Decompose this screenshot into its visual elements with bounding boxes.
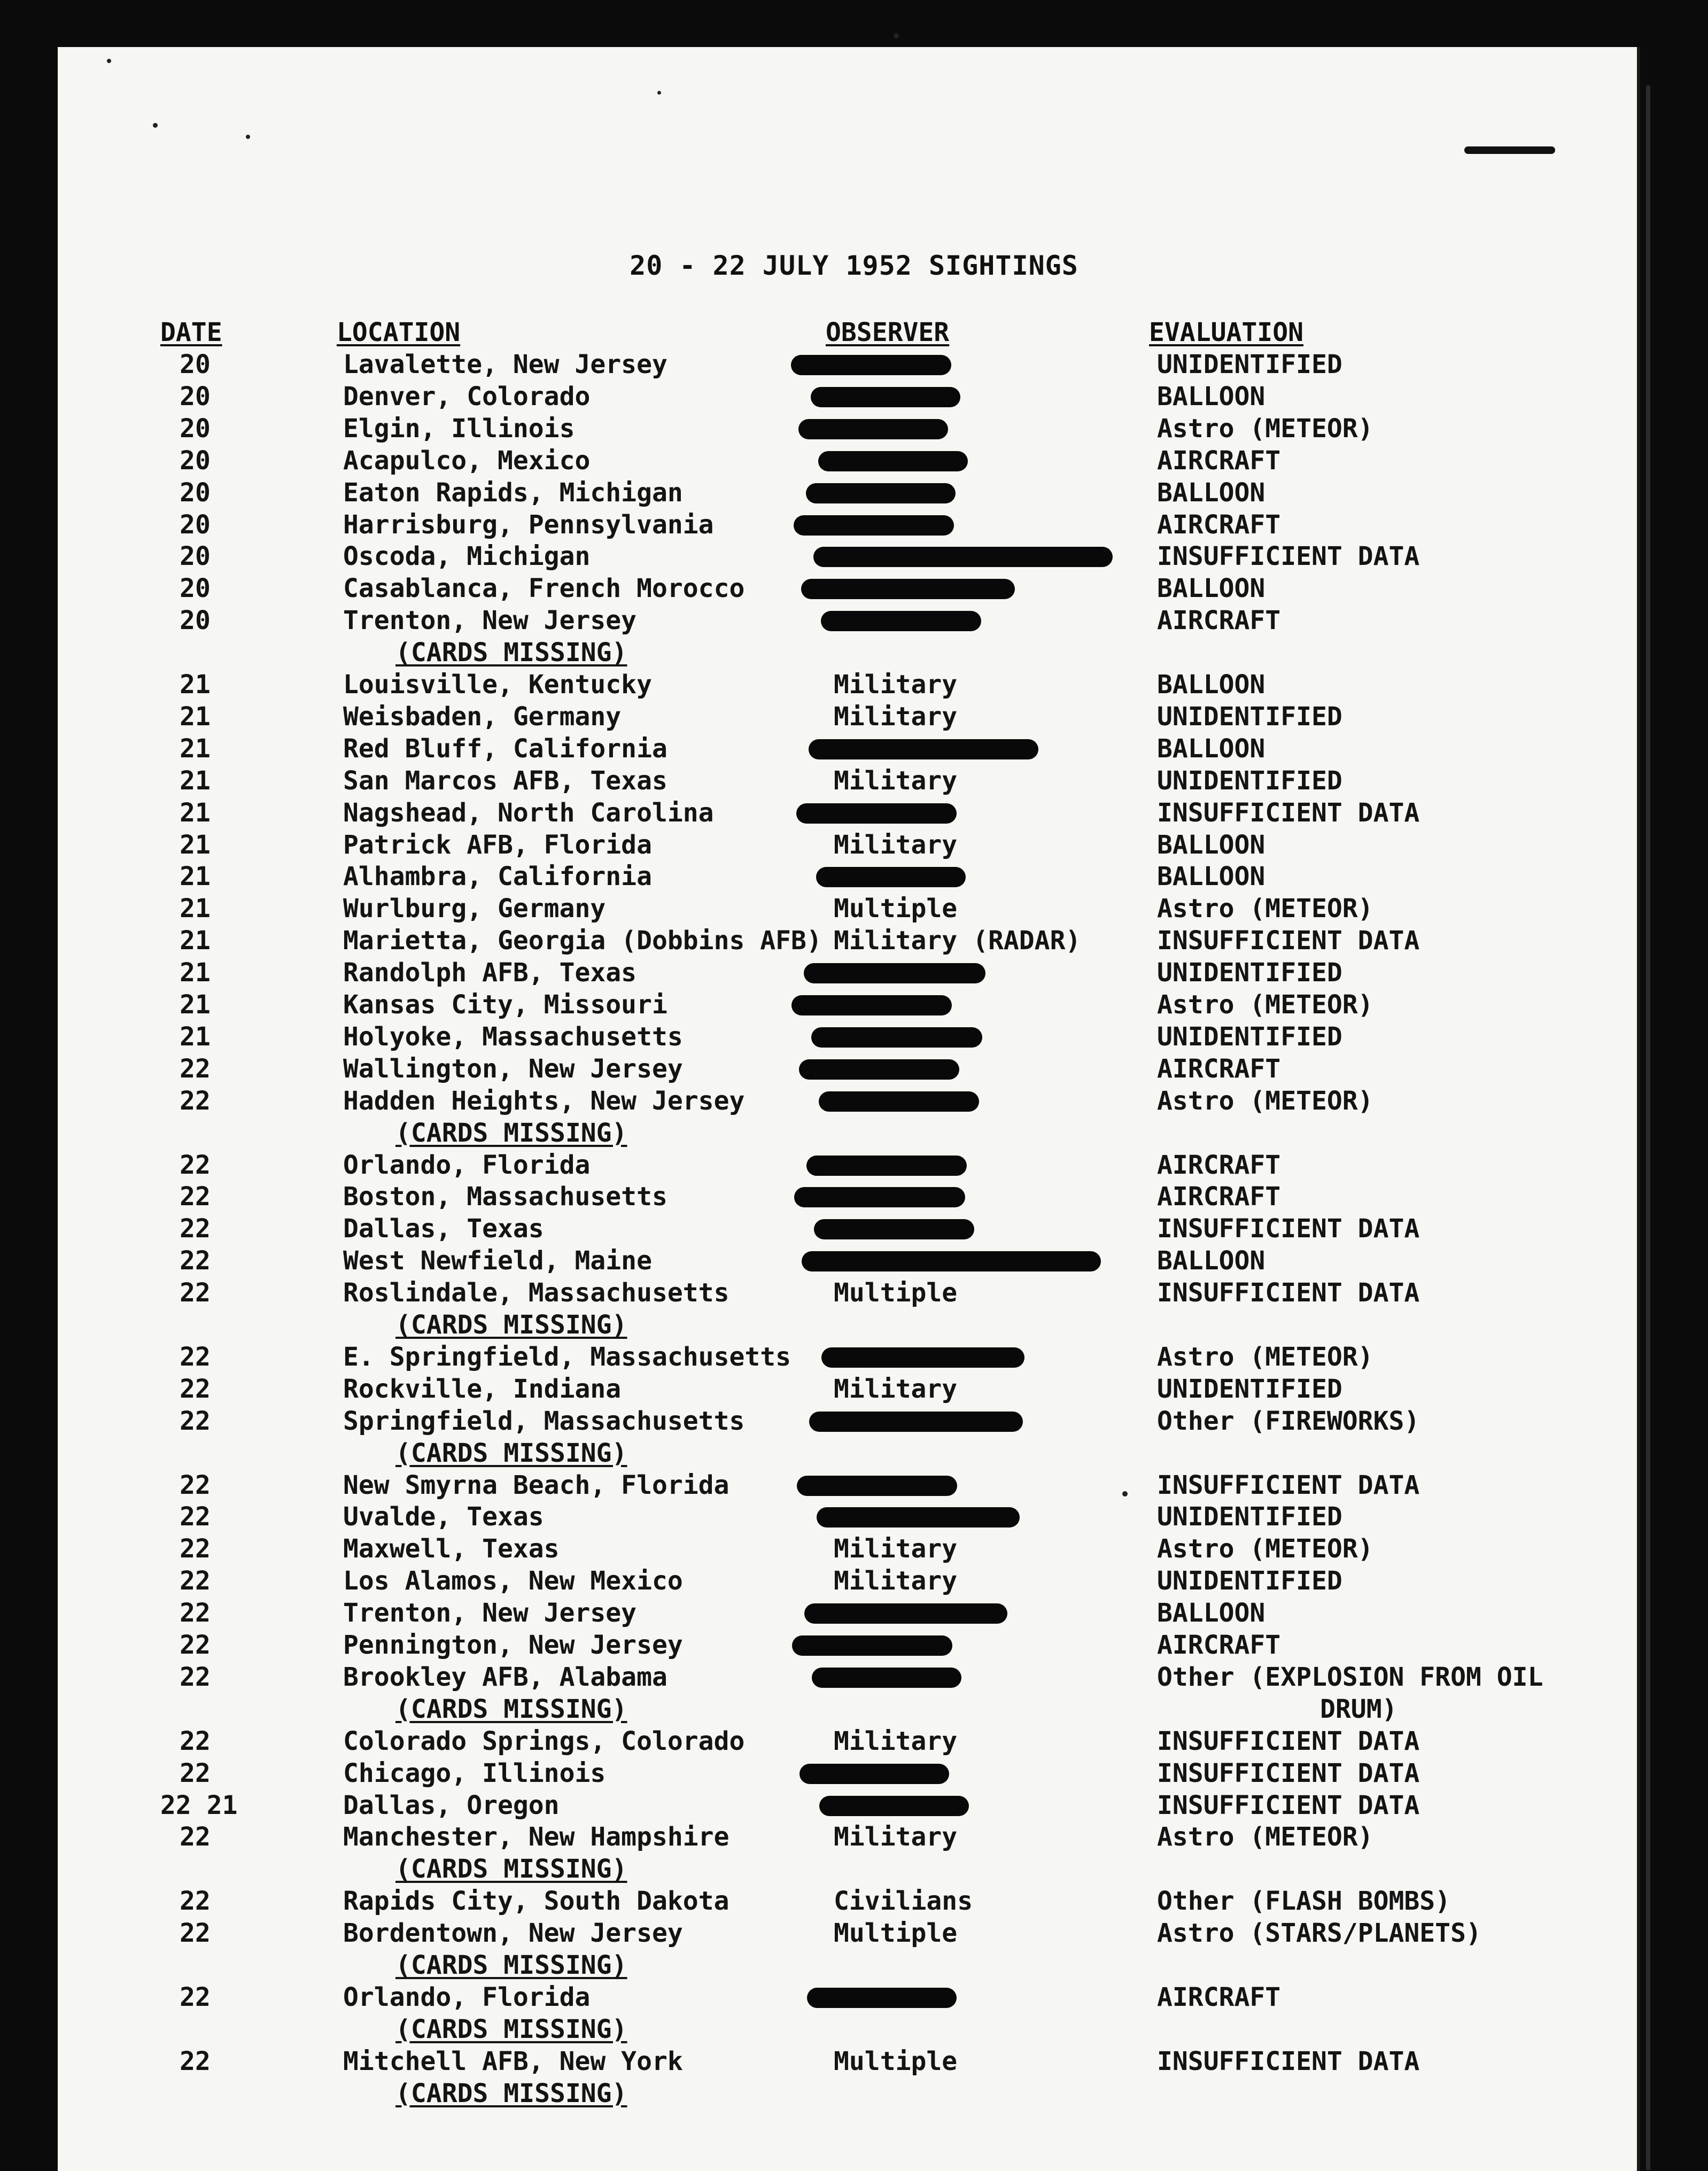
row-date: 21 xyxy=(180,926,211,956)
row-date: 22 xyxy=(180,1053,211,1084)
row-evaluation: INSUFFICIENT DATA xyxy=(1157,926,1420,956)
row-location: Alhambra, California xyxy=(343,862,652,892)
table-row xyxy=(0,1885,1708,1917)
speck xyxy=(657,91,661,95)
row-observer: Military xyxy=(834,1822,958,1852)
document-title: 20 - 22 JULY 1952 SIGHTINGS xyxy=(630,250,1078,281)
row-date: 22 xyxy=(180,1342,211,1372)
row-location: Dallas, Texas xyxy=(343,1214,544,1244)
table-row xyxy=(0,1405,1708,1437)
row-location: Nagshead, North Carolina xyxy=(343,797,714,828)
redaction-bar xyxy=(819,1796,969,1816)
row-date: 20 xyxy=(180,509,211,540)
redaction-bar xyxy=(817,1507,1020,1528)
table-row xyxy=(0,540,1708,572)
redaction-bar xyxy=(804,1603,1007,1624)
speck xyxy=(894,33,899,38)
row-evaluation: INSUFFICIENT DATA xyxy=(1157,541,1420,572)
redaction-bar xyxy=(792,1635,952,1656)
row-date: 20 xyxy=(180,445,211,476)
cards-missing-note xyxy=(0,1693,1708,1725)
redaction-bar xyxy=(799,1764,949,1784)
row-location: Trenton, New Jersey xyxy=(343,606,637,636)
row-observer: Military xyxy=(834,701,958,732)
row-date: 22 xyxy=(180,1982,211,2012)
row-date: 21 xyxy=(180,990,211,1020)
row-evaluation: Astro (METEOR) xyxy=(1157,1534,1373,1564)
row-evaluation: Astro (METEOR) xyxy=(1157,1822,1373,1852)
pen-mark xyxy=(1464,146,1555,154)
redaction-bar xyxy=(816,867,966,887)
table-row xyxy=(0,1085,1708,1117)
row-observer: Military xyxy=(834,765,958,796)
table-row xyxy=(0,509,1708,541)
row-evaluation: UNIDENTIFIED xyxy=(1157,765,1342,796)
row-observer: Military xyxy=(834,670,958,700)
row-location: Acapulco, Mexico xyxy=(343,445,591,476)
row-date: 22 xyxy=(180,1598,211,1629)
cards-missing-note xyxy=(0,1437,1708,1469)
row-location: Brookley AFB, Alabama xyxy=(343,1662,667,1692)
row-evaluation: Astro (METEOR) xyxy=(1157,1342,1373,1372)
redaction-bar xyxy=(813,547,1113,567)
table-row xyxy=(0,765,1708,797)
row-evaluation: Astro (METEOR) xyxy=(1157,990,1373,1020)
redaction-bar xyxy=(801,579,1015,599)
row-location: New Smyrna Beach, Florida xyxy=(343,1470,729,1500)
row-location: Rockville, Indiana xyxy=(343,1374,622,1404)
row-location: Bordentown, New Jersey xyxy=(343,1918,683,1949)
row-location: Denver, Colorado xyxy=(343,381,591,412)
row-date: 21 xyxy=(180,701,211,732)
note-text: (CARDS MISSING) xyxy=(395,638,627,668)
table-row xyxy=(0,797,1708,829)
table-row xyxy=(0,477,1708,509)
row-evaluation: Astro (METEOR) xyxy=(1157,894,1373,924)
row-location: Patrick AFB, Florida xyxy=(343,829,652,860)
redaction-bar xyxy=(821,1347,1024,1368)
row-location: Pennington, New Jersey xyxy=(343,1630,683,1660)
row-location: Mitchell AFB, New York xyxy=(343,2046,683,2076)
row-location: Uvalde, Texas xyxy=(343,1502,544,1532)
row-location: Kansas City, Missouri xyxy=(343,990,667,1020)
row-date: 21 xyxy=(180,670,211,700)
redaction-bar xyxy=(794,1187,965,1207)
row-location: Dallas, Oregon xyxy=(343,1790,560,1820)
row-date: 22 xyxy=(180,1726,211,1756)
cards-missing-note xyxy=(0,1853,1708,1885)
table-row xyxy=(0,1245,1708,1277)
table-row xyxy=(0,989,1708,1021)
redaction-bar xyxy=(798,419,948,439)
table-row xyxy=(0,2045,1708,2077)
table-row xyxy=(0,1213,1708,1245)
row-date: 22 xyxy=(180,1566,211,1596)
table-row xyxy=(0,1661,1708,1693)
table-row xyxy=(0,701,1708,733)
table-row xyxy=(0,1629,1708,1661)
redaction-bar xyxy=(818,451,968,471)
row-evaluation: INSUFFICIENT DATA xyxy=(1157,2046,1420,2076)
note-text: (CARDS MISSING) xyxy=(395,1950,627,1980)
row-date: 22 xyxy=(180,1406,211,1436)
row-evaluation: Other (FIREWORKS) xyxy=(1157,1406,1420,1436)
row-evaluation: BALLOON xyxy=(1157,573,1266,604)
redaction-bar xyxy=(791,355,951,375)
row-date: 20 xyxy=(180,606,211,636)
header-date: DATE xyxy=(160,317,222,347)
row-evaluation: UNIDENTIFIED xyxy=(1157,1374,1342,1404)
row-evaluation: INSUFFICIENT DATA xyxy=(1157,1278,1420,1308)
header-observer: OBSERVER xyxy=(826,317,950,347)
row-date: 22 xyxy=(180,1214,211,1244)
row-evaluation: AIRCRAFT xyxy=(1157,509,1281,540)
table-row xyxy=(0,445,1708,477)
row-evaluation: BALLOON xyxy=(1157,670,1266,700)
speck xyxy=(246,135,250,139)
table-row xyxy=(0,1373,1708,1405)
redaction-bar xyxy=(794,515,954,536)
row-date: 20 xyxy=(180,541,211,572)
row-date: 21 xyxy=(180,894,211,924)
row-observer: Military xyxy=(834,1726,958,1756)
row-location: Wurlburg, Germany xyxy=(343,894,606,924)
table-row xyxy=(0,348,1708,381)
row-date: 21 xyxy=(180,797,211,828)
table-row xyxy=(0,1277,1708,1309)
row-location: Elgin, Illinois xyxy=(343,413,575,444)
row-date: 22 xyxy=(180,1470,211,1500)
row-evaluation: BALLOON xyxy=(1157,1598,1266,1629)
redaction-bar xyxy=(811,1027,982,1048)
row-location: Marietta, Georgia (Dobbins AFB) xyxy=(343,926,822,956)
cards-missing-note xyxy=(0,1117,1708,1149)
row-date: 22 xyxy=(180,1630,211,1660)
row-evaluation: Astro (METEOR) xyxy=(1157,1086,1373,1116)
row-evaluation: Other (FLASH BOMBS) xyxy=(1157,1886,1451,1917)
row-location: San Marcos AFB, Texas xyxy=(343,765,667,796)
row-evaluation: UNIDENTIFIED xyxy=(1157,350,1342,379)
row-location: Harrisburg, Pennsylvania xyxy=(343,509,714,540)
row-date: 21 xyxy=(180,958,211,988)
row-date: 21 xyxy=(180,829,211,860)
table-row xyxy=(0,829,1708,861)
row-date: 20 xyxy=(180,573,211,604)
row-location: Lavalette, New Jersey xyxy=(343,350,667,379)
row-location: Orlando, Florida xyxy=(343,1150,591,1180)
table-row xyxy=(0,1341,1708,1373)
redaction-bar xyxy=(807,1988,957,2008)
row-location: Colorado Springs, Colorado xyxy=(343,1726,745,1756)
row-observer: Multiple xyxy=(834,1278,958,1308)
table-row xyxy=(0,733,1708,765)
table-row xyxy=(0,669,1708,701)
row-observer: Military xyxy=(834,1534,958,1564)
table-row xyxy=(0,1757,1708,1789)
row-evaluation-continued: DRUM) xyxy=(1320,1694,1398,1724)
table-row xyxy=(0,1021,1708,1053)
table-row xyxy=(0,381,1708,413)
table-row xyxy=(0,1469,1708,1501)
cards-missing-note xyxy=(0,2077,1708,2110)
row-date: 20 xyxy=(180,413,211,444)
note-text: (CARDS MISSING) xyxy=(395,1118,627,1148)
table-row xyxy=(0,893,1708,925)
table-row xyxy=(0,1981,1708,2013)
row-location: West Newfield, Maine xyxy=(343,1246,652,1276)
row-location: Trenton, New Jersey xyxy=(343,1598,637,1629)
row-location: Red Bluff, California xyxy=(343,733,667,764)
row-observer: Military xyxy=(834,1566,958,1596)
redaction-bar xyxy=(804,963,985,983)
redaction-bar xyxy=(806,483,956,503)
row-location: Los Alamos, New Mexico xyxy=(343,1566,683,1596)
row-evaluation: AIRCRAFT xyxy=(1157,1182,1281,1212)
row-location: Orlando, Florida xyxy=(343,1982,591,2012)
row-observer: Multiple xyxy=(834,1918,958,1949)
row-date: 22 xyxy=(180,1886,211,1917)
row-evaluation: BALLOON xyxy=(1157,862,1266,892)
table-row xyxy=(0,957,1708,989)
row-location: Manchester, New Hampshire xyxy=(343,1822,729,1852)
row-evaluation: Astro (METEOR) xyxy=(1157,413,1373,444)
row-date: 22 xyxy=(180,2046,211,2076)
row-evaluation: AIRCRAFT xyxy=(1157,1053,1281,1084)
row-evaluation: Other (EXPLOSION FROM OIL xyxy=(1157,1662,1543,1692)
redaction-bar xyxy=(799,1059,959,1080)
table-row xyxy=(0,1053,1708,1085)
table-row xyxy=(0,1789,1708,1821)
row-evaluation: INSUFFICIENT DATA xyxy=(1157,1726,1420,1756)
row-date: 21 xyxy=(180,862,211,892)
row-evaluation: AIRCRAFT xyxy=(1157,1630,1281,1660)
redaction-bar xyxy=(796,803,957,824)
row-location: Springfield, Massachusetts xyxy=(343,1406,745,1436)
cards-missing-note xyxy=(0,2013,1708,2045)
table-row xyxy=(0,604,1708,637)
cards-missing-note xyxy=(0,1309,1708,1341)
row-evaluation: UNIDENTIFIED xyxy=(1157,1502,1342,1532)
row-evaluation: AIRCRAFT xyxy=(1157,1150,1281,1180)
row-date: 22 xyxy=(180,1086,211,1116)
row-date: 22 xyxy=(180,1662,211,1692)
table-row xyxy=(0,925,1708,957)
row-date: 22 xyxy=(180,1278,211,1308)
table-row xyxy=(0,1149,1708,1181)
row-evaluation: BALLOON xyxy=(1157,381,1266,412)
note-text: (CARDS MISSING) xyxy=(395,1438,627,1468)
row-evaluation: BALLOON xyxy=(1157,733,1266,764)
row-evaluation: BALLOON xyxy=(1157,829,1266,860)
row-evaluation: BALLOON xyxy=(1157,1246,1266,1276)
row-location: Roslindale, Massachusetts xyxy=(343,1278,729,1308)
row-location: Holyoke, Massachusetts xyxy=(343,1021,683,1052)
redaction-bar xyxy=(821,611,981,631)
cards-missing-note xyxy=(0,1949,1708,1981)
table-row xyxy=(0,1533,1708,1565)
note-text: (CARDS MISSING) xyxy=(395,1854,627,1885)
speck xyxy=(153,123,158,128)
row-date: 22 xyxy=(180,1182,211,1212)
row-date: 22 xyxy=(180,1150,211,1180)
row-date: 20 xyxy=(180,381,211,412)
redaction-bar xyxy=(819,1091,979,1112)
table-row xyxy=(0,572,1708,604)
table-row xyxy=(0,1597,1708,1629)
redaction-bar xyxy=(802,1251,1101,1271)
row-date: 22 21 xyxy=(160,1790,238,1820)
row-observer: Multiple xyxy=(834,2046,958,2076)
row-observer: Military xyxy=(834,829,958,860)
note-text: (CARDS MISSING) xyxy=(395,1694,627,1724)
row-date: 20 xyxy=(180,350,211,379)
row-location: E. Springfield, Massachusetts xyxy=(343,1342,791,1372)
table-row xyxy=(0,1821,1708,1853)
row-observer: Military (RADAR) xyxy=(834,926,1081,956)
row-location: Maxwell, Texas xyxy=(343,1534,560,1564)
row-location: Casablanca, French Morocco xyxy=(343,573,745,604)
redaction-bar xyxy=(811,387,960,407)
row-date: 21 xyxy=(180,733,211,764)
row-location: Oscoda, Michigan xyxy=(343,541,591,572)
row-date: 22 xyxy=(180,1374,211,1404)
row-evaluation: UNIDENTIFIED xyxy=(1157,958,1342,988)
table-row xyxy=(0,1181,1708,1213)
redaction-bar xyxy=(814,1219,974,1239)
row-location: Weisbaden, Germany xyxy=(343,701,622,732)
redaction-bar xyxy=(812,1668,961,1688)
row-date: 22 xyxy=(180,1918,211,1949)
row-date: 22 xyxy=(180,1534,211,1564)
row-location: Eaton Rapids, Michigan xyxy=(343,477,683,508)
row-evaluation: INSUFFICIENT DATA xyxy=(1157,1214,1420,1244)
row-evaluation: AIRCRAFT xyxy=(1157,445,1281,476)
row-evaluation: INSUFFICIENT DATA xyxy=(1157,1790,1420,1820)
row-location: Rapids City, South Dakota xyxy=(343,1886,729,1917)
row-date: 22 xyxy=(180,1822,211,1852)
row-evaluation: AIRCRAFT xyxy=(1157,606,1281,636)
redaction-bar xyxy=(809,1412,1023,1432)
row-evaluation: UNIDENTIFIED xyxy=(1157,701,1342,732)
note-text: (CARDS MISSING) xyxy=(395,1310,627,1340)
table-row xyxy=(0,1565,1708,1597)
row-observer: Multiple xyxy=(834,894,958,924)
row-evaluation: BALLOON xyxy=(1157,477,1266,508)
row-location: Hadden Heights, New Jersey xyxy=(343,1086,745,1116)
row-observer: Military xyxy=(834,1374,958,1404)
row-location: Boston, Massachusetts xyxy=(343,1182,667,1212)
speck xyxy=(107,59,111,63)
row-date: 21 xyxy=(180,765,211,796)
row-evaluation: AIRCRAFT xyxy=(1157,1982,1281,2012)
row-evaluation: INSUFFICIENT DATA xyxy=(1157,1758,1420,1788)
row-date: 21 xyxy=(180,1021,211,1052)
row-observer: Civilians xyxy=(834,1886,973,1917)
row-evaluation: INSUFFICIENT DATA xyxy=(1157,1470,1420,1500)
header-location: LOCATION xyxy=(337,317,461,347)
row-date: 22 xyxy=(180,1502,211,1532)
redaction-bar xyxy=(791,995,952,1015)
cards-missing-note xyxy=(0,637,1708,669)
row-date: 20 xyxy=(180,477,211,508)
row-evaluation: UNIDENTIFIED xyxy=(1157,1021,1342,1052)
header-evaluation: EVALUATION xyxy=(1149,317,1303,347)
row-date: 22 xyxy=(180,1246,211,1276)
table-row xyxy=(0,413,1708,445)
row-evaluation: Astro (STARS/PLANETS) xyxy=(1157,1918,1481,1949)
table-row xyxy=(0,1501,1708,1533)
table-row xyxy=(0,1725,1708,1757)
row-location: Chicago, Illinois xyxy=(343,1758,606,1788)
row-evaluation: INSUFFICIENT DATA xyxy=(1157,797,1420,828)
redaction-bar xyxy=(809,739,1038,759)
row-location: Wallington, New Jersey xyxy=(343,1053,683,1084)
note-text: (CARDS MISSING) xyxy=(395,2078,627,2108)
row-location: Louisville, Kentucky xyxy=(343,670,652,700)
note-text: (CARDS MISSING) xyxy=(395,2014,627,2044)
row-evaluation: UNIDENTIFIED xyxy=(1157,1566,1342,1596)
redaction-bar xyxy=(797,1476,957,1496)
table-row xyxy=(0,860,1708,893)
table-row xyxy=(0,1917,1708,1949)
row-location: Randolph AFB, Texas xyxy=(343,958,637,988)
row-date: 22 xyxy=(180,1758,211,1788)
redaction-bar xyxy=(806,1156,967,1176)
